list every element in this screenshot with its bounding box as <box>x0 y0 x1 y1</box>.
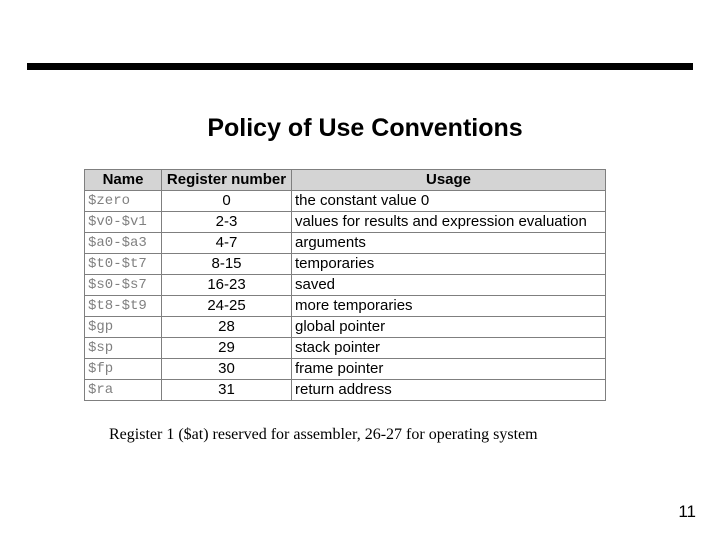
header-name: Name <box>85 170 162 191</box>
table-row <box>85 254 606 275</box>
register-name: $ra <box>85 380 162 401</box>
register-number: 29 <box>162 338 292 359</box>
register-name: $t8-$t9 <box>85 296 162 317</box>
register-name: $zero <box>85 191 162 212</box>
register-number: 31 <box>162 380 292 401</box>
register-name: $v0-$v1 <box>85 212 162 233</box>
register-name: $gp <box>85 317 162 338</box>
table-row <box>85 338 606 359</box>
title-rule <box>27 63 693 70</box>
register-usage: frame pointer <box>292 359 606 380</box>
page-number: 11 <box>678 502 696 521</box>
register-number: 24-25 <box>162 296 292 317</box>
register-name: $s0-$s7 <box>85 275 162 296</box>
register-usage: the constant value 0 <box>292 191 606 212</box>
header-usage: Usage <box>292 170 606 191</box>
register-usage: temporaries <box>292 254 606 275</box>
table-row <box>85 212 606 233</box>
register-number: 28 <box>162 317 292 338</box>
register-number: 2-3 <box>162 212 292 233</box>
table-header-row <box>85 170 606 191</box>
register-number: 16-23 <box>162 275 292 296</box>
slide-title: Policy of Use Conventions <box>207 114 523 142</box>
header-register-number: Register number <box>162 170 292 191</box>
register-usage: arguments <box>292 233 606 254</box>
register-number: 8-15 <box>162 254 292 275</box>
table-row <box>85 359 606 380</box>
table-row <box>85 233 606 254</box>
table-row <box>85 380 606 401</box>
register-number: 0 <box>162 191 292 212</box>
register-name: $fp <box>85 359 162 380</box>
register-usage: return address <box>292 380 606 401</box>
register-number: 30 <box>162 359 292 380</box>
table-row <box>85 317 606 338</box>
table-row <box>85 191 606 212</box>
register-usage: values for results and expression evaluation <box>292 212 606 233</box>
table-row <box>85 275 606 296</box>
table-row <box>85 296 606 317</box>
register-usage: global pointer <box>292 317 606 338</box>
register-number: 4-7 <box>162 233 292 254</box>
register-usage: saved <box>292 275 606 296</box>
footnote: Register 1 ($at) reserved for assembler, 26-27 for operating system <box>109 426 538 443</box>
register-usage: stack pointer <box>292 338 606 359</box>
register-name: $sp <box>85 338 162 359</box>
register-name: $a0-$a3 <box>85 233 162 254</box>
register-name: $t0-$t7 <box>85 254 162 275</box>
register-usage: more temporaries <box>292 296 606 317</box>
register-table <box>84 169 606 401</box>
